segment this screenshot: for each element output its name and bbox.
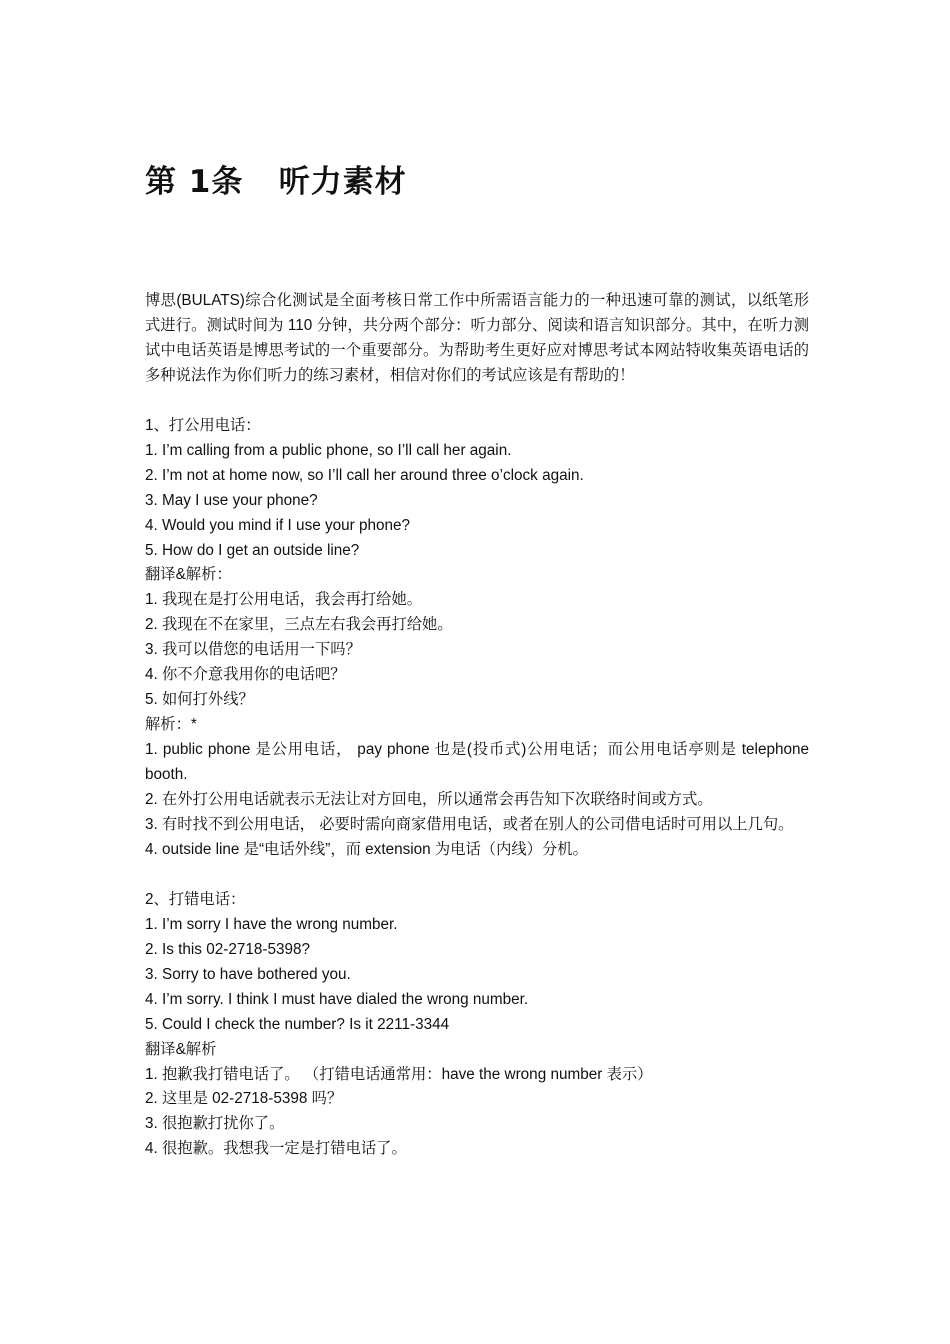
section1-analysis-heading: 解析：*: [145, 716, 197, 734]
section1-translation: 3. 我可以借您的电话用一下吗？: [145, 641, 361, 659]
section1-sentence: 5. How do I get an outside line?: [145, 541, 360, 559]
section2-translation-heading: 翻译&解析: [145, 1040, 217, 1058]
section2-translation: 1. 抱歉我打错电话了。 （打错电话通常用：have the wrong number 表示）: [145, 1065, 653, 1083]
section2-translation: 4. 很抱歉。我想我一定是打错电话了。: [145, 1140, 407, 1158]
section1-sentence: 3. May I use your phone?: [145, 491, 318, 509]
section2-sentence: 3. Sorry to have bothered you.: [145, 965, 351, 983]
section1-analysis-item: 1. public phone 是公用电话， pay phone 也是(投币式)公用电话；而公用电话亭则是 telephone booth.: [145, 741, 809, 784]
section2-sentence: 1. I’m sorry I have the wrong number.: [145, 915, 398, 933]
document-body: [145, 289, 809, 1162]
section1-analysis-item: 3. 有时找不到公用电话， 必要时需向商家借用电话，或者在别人的公司借电话时可用以上几句。: [145, 816, 794, 833]
spacer: [145, 863, 809, 888]
spacer: [145, 389, 809, 414]
intro-paragraph: 博思(BULATS)综合化测试是全面考核日常工作中所需语言能力的一种迅速可靠的测试，以纸笔形式进行。测试时间为 110 分钟，共分两个部分：听力部分、阅读和语言知识部分。其中，在听力测试中电话英语是博思考试的一个重要部分。为帮助考生更好应对博思考试本网站特收集英语电话的多种说法作为你们听力的练习素材，相信对你们的考试应该是有帮助的！: [145, 292, 809, 384]
section1-heading: 1、打公用电话：: [145, 416, 261, 434]
section1-translation-heading: 翻译&解析：: [145, 566, 232, 584]
section2-sentence: 2. Is this 02-2718-5398?: [145, 940, 310, 958]
section2-sentence: 4. I’m sorry. I think I must have dialed the wrong number.: [145, 990, 529, 1008]
section1-translation: 1. 我现在是打公用电话，我会再打给她。: [145, 591, 423, 609]
section1-sentence: 1. I’m calling from a public phone, so I’ll call her again.: [145, 441, 512, 459]
section2-heading: 2、打错电话：: [145, 890, 246, 908]
section2-translation: 3. 很抱歉打扰你了。: [145, 1115, 285, 1133]
section1-sentence: 4. Would you mind if I use your phone?: [145, 516, 411, 534]
section1-analysis-item: 2. 在外打公用电话就表示无法让对方回电，所以通常会再告知下次联络时间或方式。: [145, 791, 713, 809]
page-title: 第 1条 听力素材: [145, 164, 407, 200]
section2-translation: 2. 这里是 02-2718-5398 吗？: [145, 1090, 343, 1108]
section1-translation: 5. 如何打外线？: [145, 691, 254, 709]
section1-translation: 4. 你不介意我用你的电话吧？: [145, 666, 346, 684]
section1-sentence: 2. I’m not at home now, so I’ll call her around three o’clock again.: [145, 466, 584, 484]
section2-sentence: 5. Could I check the number? Is it 2211-3344: [145, 1015, 450, 1033]
section1-analysis-item: 4. outside line 是“电话外线”，而 extension 为电话（内线）分机。: [145, 840, 588, 858]
section1-translation: 2. 我现在不在家里，三点左右我会再打给她。: [145, 616, 453, 634]
